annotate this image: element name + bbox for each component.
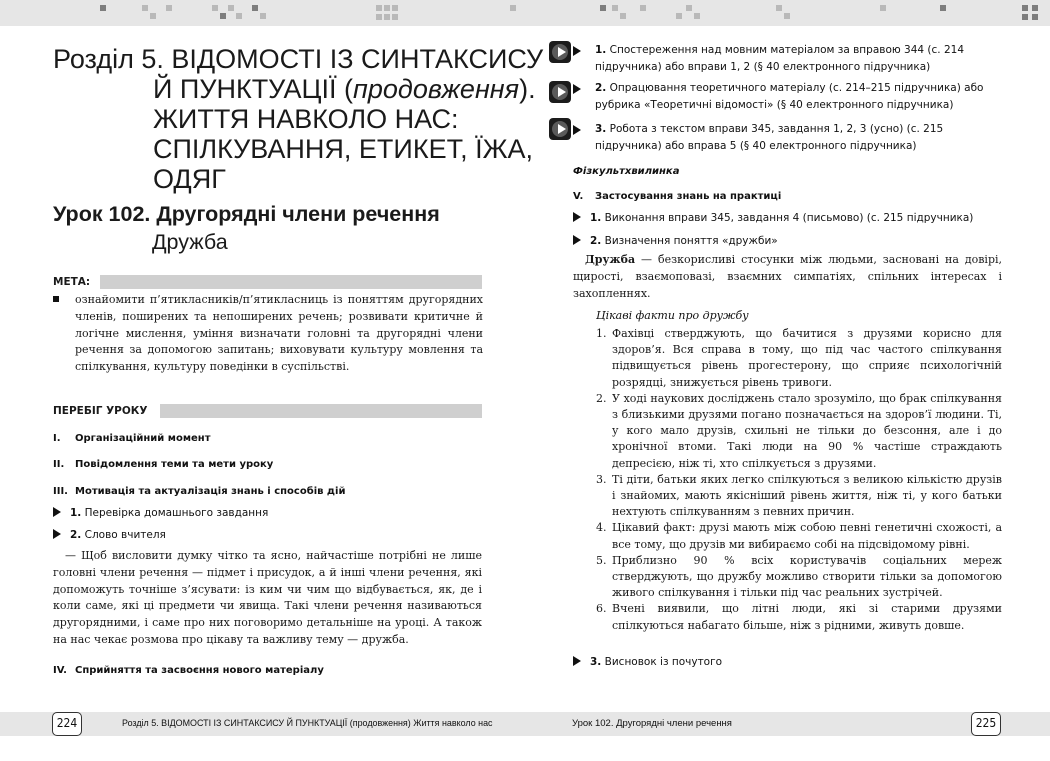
decor-square [1032, 14, 1038, 20]
media-play-icon[interactable] [549, 118, 571, 140]
lesson-subtitle: Дружба [152, 230, 228, 254]
media-play-icon[interactable] [549, 41, 571, 63]
decor-square [620, 13, 626, 19]
arrow-right-icon [573, 46, 581, 56]
step-teacher-word: 2. Слово вчителя [53, 529, 166, 541]
decor-square [1032, 5, 1038, 11]
decor-square [392, 5, 398, 11]
friendship-definition: Дружба — безкорисливі стосунки між людьми, засновані на довірі, щирості, взаємоповазі, взаємних симпатіях, спільних інтересах і захопленнях. [573, 253, 1002, 300]
decor-square [376, 14, 382, 20]
goal-text: ознайомити п’ятикласників/п’ятикласниць із поняттям другорядних членів, поширених та непоширених речень; розвивати критичне й логічне мислення, уміння визначати головні та другорядні члени речення за допомогою запитань; виховувати культуру мовлення та спілкування, культуру поведінки в суспільстві. [75, 293, 483, 374]
decor-square [150, 13, 156, 19]
step-exercise-345: 1. Виконання вправи 345, завдання 4 (письмово) (с. 215 підручника) [573, 212, 973, 224]
decor-square [940, 5, 946, 11]
list-item: 1. Фахівці стверджують, що бачитися з друзями корисно для здоров’я. Вся справа в тому, що під час частого спілкування підвищується рівень прогестерону, що сприяє психологічній розрядці, знижується рівень тривоги. [596, 327, 1002, 389]
decor-square [784, 13, 790, 19]
decor-square [212, 5, 218, 11]
physical-break-heading: Фізкультхвилинка [573, 166, 680, 177]
goal-heading: МЕТА: [53, 276, 91, 288]
decor-square [1022, 5, 1028, 11]
decor-square [252, 5, 258, 11]
media-play-icon[interactable] [549, 81, 571, 103]
list-item: 6. Вчені виявили, що літні люди, які зі старими друзями спілкуються набагато більше, ніж з рідними, живуть довше. [596, 602, 1002, 632]
arrow-right-icon [573, 125, 581, 135]
list-item: 5. Приблизно 90 % всіх користувачів соціальних мереж стверджують, що дружбу можливо створити тільки за допомогою живого спілкування і тільки під час реальних зустрічей. [596, 553, 1002, 600]
decor-square [1022, 14, 1028, 20]
page-number-right: 225 [971, 712, 1001, 736]
arrow-right-icon [573, 235, 581, 245]
decor-square [694, 13, 700, 19]
goal-heading-bar [100, 275, 482, 289]
square-bullet-icon [53, 296, 59, 302]
stage-3: III. Мотивація та актуалізація знань і способів дій [53, 486, 346, 497]
stage-4: IV. Сприйняття та засвоєння нового матеріалу [53, 665, 324, 676]
stage-1: I. Організаційний момент [53, 433, 211, 444]
arrow-right-icon [573, 84, 581, 94]
arrow-right-icon [53, 507, 61, 517]
decor-square [142, 5, 148, 11]
step-homework-check: 1. Перевірка домашнього завдання [53, 507, 268, 519]
arrow-right-icon [573, 212, 581, 222]
facts-list [596, 326, 1002, 634]
chapter-title-line: Й ПУНКТУАЦІЇ (продовження). [153, 74, 536, 104]
decor-square [640, 5, 646, 11]
decor-square [384, 5, 390, 11]
decor-square [612, 5, 618, 11]
decor-square [776, 5, 782, 11]
goal-block [53, 292, 483, 376]
top-decorative-band [0, 0, 1050, 26]
footer-running-title-right: Урок 102. Другорядні члени речення [572, 718, 732, 729]
decor-square [676, 13, 682, 19]
decor-square [510, 5, 516, 11]
chapter-title-line: ОДЯГ [153, 164, 226, 194]
chapter-title-line: СПІЛКУВАННЯ, ЕТИКЕТ, ЇЖА, [153, 134, 534, 164]
lesson-title: Урок 102. Другорядні члени речення [53, 202, 440, 226]
decor-square [880, 5, 886, 11]
step-conclusion: 3. Висновок із почутого [573, 656, 722, 668]
course-heading: ПЕРЕБІГ УРОКУ [53, 405, 148, 417]
list-item: 4. Цікавий факт: друзі мають між собою певні генетичні схожості, а все тому, що друзів ми вибираємо собі на підсвідомому рівні. [596, 521, 1002, 551]
stage-2: II. Повідомлення теми та мети уроку [53, 459, 274, 470]
decor-square [220, 13, 226, 19]
decor-square [100, 5, 106, 11]
arrow-right-icon [53, 529, 61, 539]
chapter-title-line: Розділ 5. ВІДОМОСТІ ІЗ СИНТАКСИСУ [53, 44, 544, 74]
decor-square [384, 14, 390, 20]
decor-square [392, 14, 398, 20]
list-item: 2. У ході наукових досліджень стало зрозуміло, що брак спілкування з близькими друзями погано позначається на здоров’ї людини. Ті, у кого мало друзів, схильні не тільки до безсоння, але і до хронічної втоми. Такі люди на 90 % частіше страждають депресією, ніж ті, хто спілкується з друзями. [596, 391, 1002, 470]
teacher-text: — Щоб висловити думку чітко та ясно, найчастіше потрібні не лише головні члени речення — підмет і присудок, а й інші члени речення, які допоможуть точніше з’ясувати: із ким чи чим що відбувається, як, де і коли саме, які ці предмети чи явища. Такі члени речення називаються другорядними, і саме про них поговоримо детальніше на уроці. А також на нас чекає розмова про цікаву та важливу тему — дружба. [53, 549, 482, 646]
media-task-1: 1. Спостереження над мовним матеріалом за вправою 344 (с. 214 підручника) або вправи 1, 2 (§ 40 електронного підручника) [573, 42, 1003, 76]
media-task-2: 2. Опрацювання теоретичного матеріалу (с. 214–215 підручника) або рубрика «Теоретичні відомості» (§ 40 електронного підручника) [573, 80, 1003, 114]
media-task-3: 3. Робота з текстом вправи 345, завдання 1, 2, 3 (усно) (с. 215 підручника) або вправа 5 (§ 40 електронного підручника) [573, 121, 1003, 155]
decor-square [686, 5, 692, 11]
decor-square [236, 13, 242, 19]
arrow-right-icon [573, 656, 581, 666]
footer-running-title-left: Розділ 5. ВІДОМОСТІ ІЗ СИНТАКСИСУ Й ПУНКТУАЦІЇ (продовження) Життя навколо нас [122, 718, 493, 729]
facts-heading: Цікаві факти про дружбу [596, 309, 749, 322]
decor-square [260, 13, 266, 19]
stage-5: V. Застосування знань на практиці [573, 191, 782, 202]
chapter-title [53, 44, 544, 194]
decor-square [228, 5, 234, 11]
step-friendship-definition: 2. Визначення поняття «дружби» [573, 235, 778, 247]
decor-square [600, 5, 606, 11]
decor-square [166, 5, 172, 11]
chapter-title-line: ЖИТТЯ НАВКОЛО НАС: [153, 104, 459, 134]
list-item: 3. Ті діти, батьки яких легко спілкуються з великою кількістю друзів і знайомих, мають якісніший рівень життя, ніж ті, у кого батьки нехтують спілкуванням з певних причин. [596, 472, 1002, 519]
page-number-left: 224 [52, 712, 82, 736]
decor-square [376, 5, 382, 11]
course-heading-bar [160, 404, 482, 418]
